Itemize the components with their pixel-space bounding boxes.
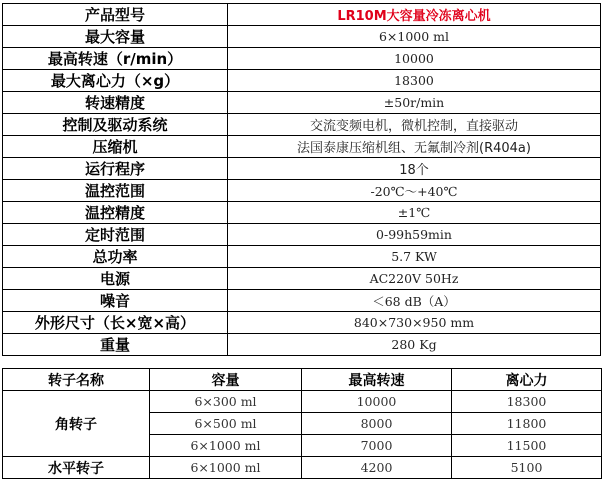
spec-label: 电源 (3, 268, 228, 290)
rotor-speed: 4200 (302, 457, 452, 479)
spec-row (3, 202, 601, 224)
rotor-force: 18300 (452, 391, 602, 413)
spec-value: 840×730×950 mm (228, 312, 601, 334)
spec-label: 温控范围 (3, 180, 228, 202)
rotor-name-header: 转子名称 (3, 369, 150, 391)
spec-value: 280 Kg (228, 334, 601, 356)
spec-row (3, 26, 601, 48)
spec-value: ±1℃ (228, 202, 601, 224)
spec-label: 转速精度 (3, 92, 228, 114)
rotor-speed: 7000 (302, 435, 452, 457)
spec-value: ＜68 dB（A） (228, 290, 601, 312)
spec-value: 18个 (228, 158, 601, 180)
model-label: 产品型号 (3, 4, 228, 26)
rotor-capacity: 6×1000 ml (150, 435, 302, 457)
capacity-header: 容量 (150, 369, 302, 391)
rotor-table (2, 368, 602, 479)
spec-row (3, 334, 601, 356)
spec-value: 0-99h59min (228, 224, 601, 246)
spec-label: 定时范围 (3, 224, 228, 246)
spec-label: 最大离心力（×g） (3, 70, 228, 92)
model-value: LR10M大容量冷冻离心机 (228, 4, 601, 26)
spec-label: 温控精度 (3, 202, 228, 224)
spec-value: AC220V 50Hz (228, 268, 601, 290)
spec-label: 总功率 (3, 246, 228, 268)
rotor-capacity: 6×500 ml (150, 413, 302, 435)
spec-row (3, 312, 601, 334)
spec-row (3, 136, 601, 158)
rotor-capacity: 6×300 ml (150, 391, 302, 413)
max-speed-header: 最高转速 (302, 369, 452, 391)
rotor-row (3, 457, 602, 479)
spec-row (3, 180, 601, 202)
spec-row (3, 268, 601, 290)
spec-value: -20℃～+40℃ (228, 180, 601, 202)
spec-value: ±50r/min (228, 92, 601, 114)
rotor-row (3, 391, 602, 413)
rotor-force: 11800 (452, 413, 602, 435)
rotor-group-name: 水平转子 (3, 457, 150, 479)
rotor-force: 11500 (452, 435, 602, 457)
spec-value: 10000 (228, 48, 601, 70)
spec-row (3, 92, 601, 114)
spec-table (2, 3, 601, 356)
spec-row (3, 70, 601, 92)
spec-label: 运行程序 (3, 158, 228, 180)
spec-label: 外形尺寸（长×宽×高） (3, 312, 228, 334)
spec-value: 交流变频电机，微机控制，直接驱动 (228, 114, 601, 136)
spec-row (3, 224, 601, 246)
spec-label: 重量 (3, 334, 228, 356)
rotor-header-row (3, 369, 602, 391)
spec-row (3, 246, 601, 268)
rotor-speed: 8000 (302, 413, 452, 435)
spec-label: 最高转速（r/min） (3, 48, 228, 70)
spec-label: 噪音 (3, 290, 228, 312)
rotor-speed: 10000 (302, 391, 452, 413)
spec-row (3, 290, 601, 312)
spec-label: 压缩机 (3, 136, 228, 158)
spec-value: 6×1000 ml (228, 26, 601, 48)
spec-value: 法国泰康压缩机组、无氟制冷剂(R404a) (228, 136, 601, 158)
rotor-force: 5100 (452, 457, 602, 479)
spec-row (3, 48, 601, 70)
rotor-group-name: 角转子 (3, 391, 150, 457)
spec-label: 控制及驱动系统 (3, 114, 228, 136)
spec-value: 5.7 KW (228, 246, 601, 268)
rotor-capacity: 6×1000 ml (150, 457, 302, 479)
spec-row (3, 158, 601, 180)
rcf-header: 离心力 (452, 369, 602, 391)
spec-header-row (3, 4, 601, 26)
spec-value: 18300 (228, 70, 601, 92)
spec-label: 最大容量 (3, 26, 228, 48)
spec-row (3, 114, 601, 136)
